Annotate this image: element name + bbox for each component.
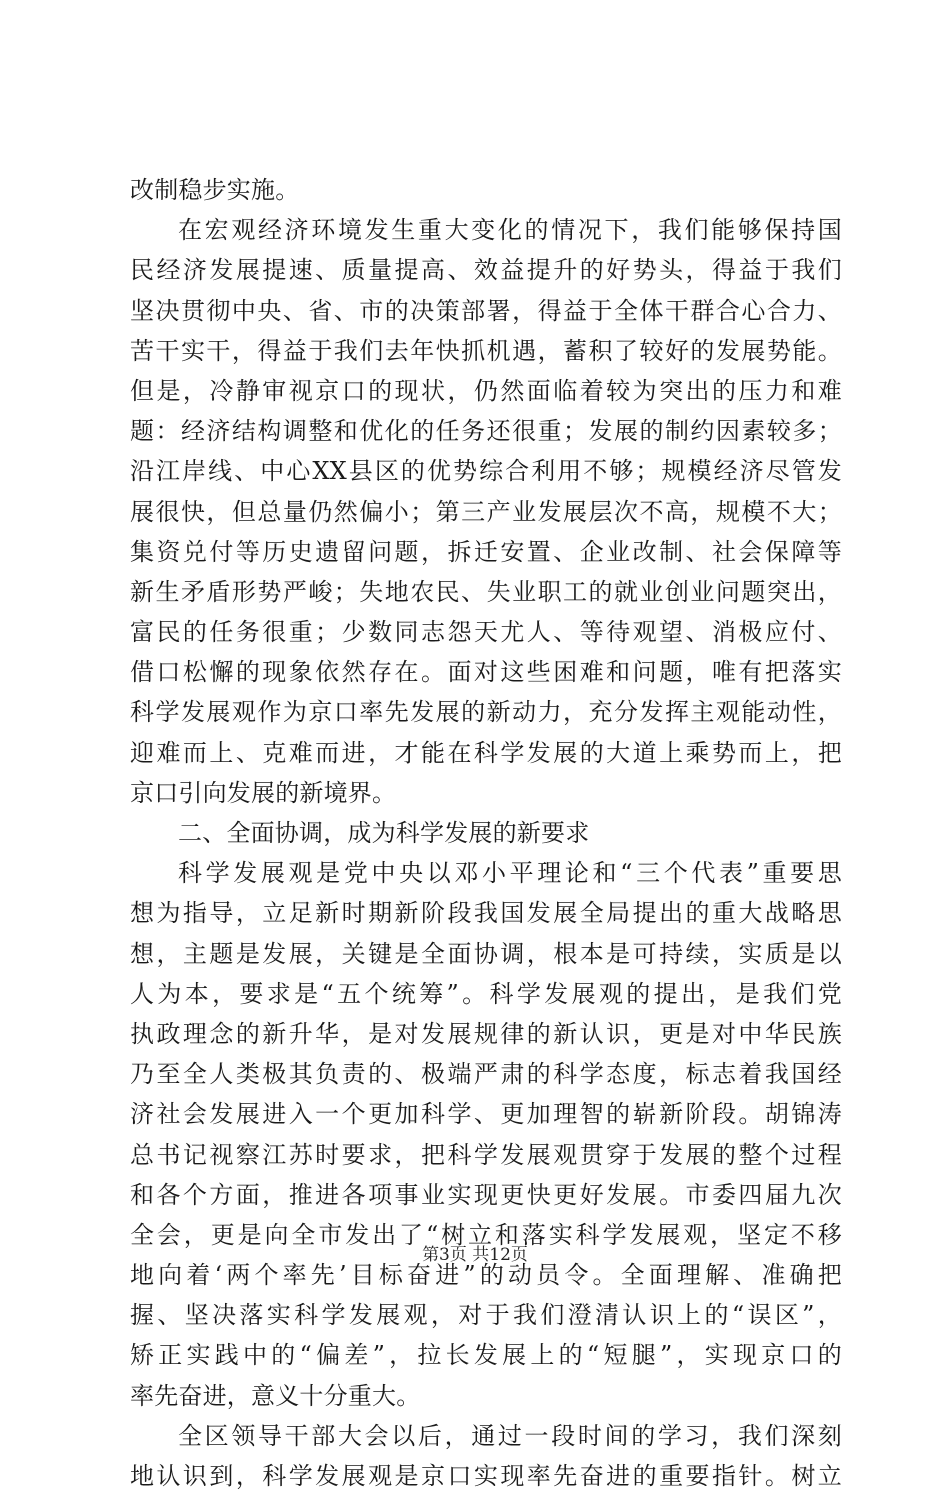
text-line: 济社会发展进入一个更加科学、更加理智的崭新阶段。胡锦涛 [130,1100,842,1129]
text-line: 但是，冷静审视京口的现状，仍然面临着较为突出的压力和难 [130,376,842,405]
page-footer: 第3页 共12页 [422,1245,528,1265]
text-line: 富民的任务很重；少数同志怨天尤人、等待观望、消极应付、 [130,618,842,647]
text-line: 展很快，但总量仍然偏小；第三产业发展层次不高，规模不大； [130,497,842,526]
text-line: 集资兑付等历史遗留问题，拆迁安置、企业改制、社会保障等 [130,537,842,566]
text-line: 借口松懈的现象依然存在。面对这些困难和问题，唯有把落实 [130,658,842,687]
text-line: 改制稳步实施。 [130,176,300,204]
text-line: 想，主题是发展，关键是全面协调，根本是可持续，实质是以 [130,939,842,968]
text-line: 地认识到，科学发展观是京口实现率先奋进的重要指针。树立 [130,1462,842,1490]
text-line: 矫正实践中的“偏差”，拉长发展上的“短腿”，实现京口的 [130,1341,842,1370]
body-text [130,170,842,1496]
text-line: 总书记视察江苏时要求，把科学发展观贯穿于发展的整个过程 [130,1140,842,1169]
text-line: 京口引向发展的新境界。 [130,778,397,807]
text-line: 题：经济结构调整和优化的任务还很重；发展的制约因素较多； [130,417,842,446]
text-line: 人为本，要求是“五个统筹”。科学发展观的提出，是我们党 [130,979,842,1008]
text-line: 执政理念的新升华，是对发展规律的新认识，更是对中华民族 [130,1019,842,1048]
text-line: 民经济发展提速、质量提高、效益提升的好势头，得益于我们 [130,256,842,285]
text-line: 坚决贯彻中央、省、市的决策部署，得益于全体干群合心合力、 [130,296,842,325]
text-line: 握、坚决落实科学发展观，对于我们澄清认识上的“误区”， [130,1301,842,1330]
text-line: 全会，更是向全市发出了“树立和落实科学发展观，坚定不移 [130,1220,842,1249]
text-line: 迎难而上、克难而进，才能在科学发展的大道上乘势而上，把 [130,738,842,767]
text-line: 想为指导，立足新时期新阶段我国发展全局提出的重大战略思 [130,899,842,928]
text-line: 率先奋进，意义十分重大。 [130,1381,421,1410]
text-line: 在宏观经济环境发生重大变化的情况下，我们能够保持国 [178,216,842,245]
text-line: 地向着‘两个率先’目标奋进”的动员令。全面理解、准确把 [130,1261,842,1290]
text-line: 和各个方面，推进各项事业实现更快更好发展。市委四届九次 [130,1180,842,1209]
text-line: 全区领导干部大会以后，通过一段时间的学习，我们深刻 [178,1421,842,1450]
text-line: 苦干实干，得益于我们去年快抓机遇，蓄积了较好的发展势能。 [130,336,842,365]
text-line: 新生矛盾形势严峻；失地农民、失业职工的就业创业问题突出， [130,577,842,606]
text-line: 沿江岸线、中心XX县区的优势综合利用不够；规模经济尽管发 [130,457,842,486]
text-line: 乃至全人类极其负责的、极端严肃的科学态度，标志着我国经 [130,1060,842,1089]
text-line: 科学发展观是党中央以邓小平理论和“三个代表”重要思 [178,859,842,888]
text-line: 科学发展观作为京口率先发展的新动力，充分发挥主观能动性， [130,698,842,727]
text-line: 二、全面协调，成为科学发展的新要求 [178,819,590,847]
